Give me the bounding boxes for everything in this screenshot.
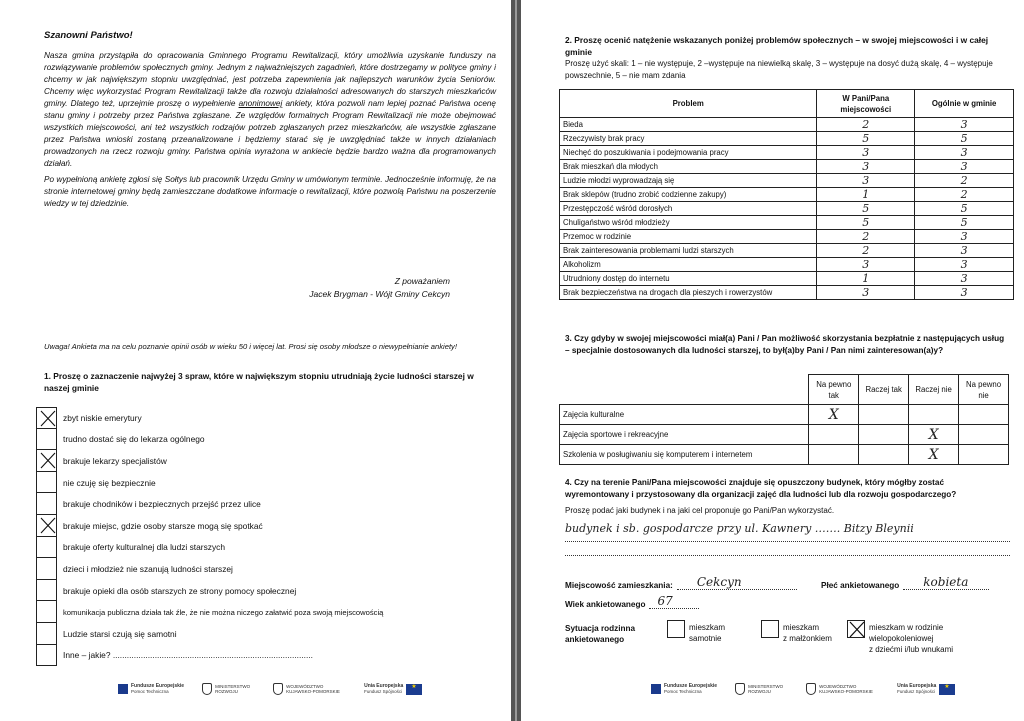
table-row [560,272,1014,286]
question-1-options [36,407,506,666]
q1-option-label: brakuje miejsc, gdzie osoby starsze mogą się spotkać [63,520,263,531]
q1-checkbox[interactable] [36,450,57,472]
logo-ue: Unia Europejska Fundusz Spójności ★ [897,684,955,695]
rating-gmina[interactable]: 5 [915,132,1014,146]
letter-body [44,50,496,214]
rating-gmina[interactable]: 2 [915,174,1014,188]
q3-answer-cell[interactable] [959,405,1009,425]
problem-label: Alkoholizm [560,258,817,272]
logo-fundusze: Fundusze Europejskie Pomoc Techniczna [118,684,184,694]
letter-paragraph-1: Nasza gmina przystąpiła do opracowania Gminnego Programu Rewitalizacji, który umożliwia uzyskanie funduszy na rozwiązywanie problemów społecznych gminy. Jednym z najważniejszych zagadnień, które dostrzegamy w polityce gminy i chcemy w jak największym stopniu uwzględniać, jest potrzeba zapewnienia jak najlepszych warunków życia Seniorów. Chcemy więc wykorzystać Program Rewitalizacji także dla rozwoju działalności adresowanych do starszych mieszkańców gminy. Dlatego też, uprzejmie proszę o wypełnienie anonimowej ankiety, która pozwoli nam lepiej poznać Państwa ocenę stanu gminy i potrzeby przez Państwa zgłaszane. Ze względów formalnych Program Rewitalizacji nie może obejmować wszystkich miejscowości, ani też wszystkich rodzajów potrzeb zgłaszanych przez mieszkańców, ale wszystkie zgłaszane przez Państwa wnioski zostaną przeanalizowane i będziemy starać się je uwzględniać także w innych działaniach prowadzonych na rzecz rozwoju gminy. Państwa opinia wyrażona w ankiecie będzie bardzo ważna dla programowanych działań. [44,51,496,168]
q1-checkbox[interactable] [36,645,57,667]
q1-option[interactable] [36,472,506,494]
q1-option[interactable] [36,601,506,623]
rating-gmina[interactable]: 3 [915,118,1014,132]
q1-option[interactable] [36,407,506,429]
q1-checkbox[interactable] [36,493,57,515]
problem-label: Brak sklepów (trudno zrobić codzienne zakupy) [560,188,817,202]
rating-gmina[interactable]: 2 [915,188,1014,202]
rating-local[interactable]: 3 [817,146,915,160]
table-row [560,174,1014,188]
logo-fundusze: Fundusze Europejskie Pomoc Techniczna [651,684,717,694]
problem-label: Przestępczość wśród dorosłych [560,202,817,216]
rating-gmina[interactable]: 5 [915,202,1014,216]
table-row [560,160,1014,174]
table-row [560,286,1014,300]
rating-local[interactable]: 2 [817,118,915,132]
residence-field: Miejscowość zamieszkania: Cekcyn [565,575,797,590]
rating-local[interactable]: 3 [817,286,915,300]
problem-label: Brak bezpieczeństwa na drogach dla pieszych i rowerzystów [560,286,817,300]
q1-option-label: komunikacja publiczna działa tak źle, że nie można niczego załatwić poza swoją miejscowością [63,607,384,617]
table-row [560,405,1009,425]
header-gmina: Ogólnie w gminie [915,90,1014,118]
q1-checkbox[interactable] [36,472,57,494]
rating-gmina[interactable]: 3 [915,230,1014,244]
eu-flag-icon [939,684,955,695]
question-4-prompt: Proszę podać jaki budynek i na jaki cel proponuje go Pani/Pan wykorzystać. [565,506,835,515]
rating-gmina[interactable]: 3 [915,272,1014,286]
q1-checkbox[interactable] [36,407,57,429]
logo-wojewodztwo: WOJEWÓDZTWO KUJAWSKO-POMORSKIE [806,683,879,695]
question-4-title: 4. Czy na terenie Pani/Pana miejscowości znajduje się opuszczony budynek, który mógłby zostać wyremontowany i przystosowany dla organizacji zajęć dla ludności lub dla rozwoju gospodarczego? [565,478,957,499]
problem-label: Brak zainteresowania problemami ludzi starszych [560,244,817,258]
rating-gmina[interactable]: 3 [915,286,1014,300]
page-divider [511,0,521,721]
rating-local[interactable]: 2 [817,244,915,258]
q1-option-label: dzieci i młodzież nie szanują ludności starszej [63,563,233,574]
q1-checkbox[interactable] [36,558,57,580]
age-value[interactable]: 67 [649,594,699,609]
question-1-title: 1. Proszę o zaznaczenie najwyżej 3 spraw, które w największym stopniu utrudniają życie ludności starszej w naszej gminie [44,371,474,393]
problem-label: Chuligaństwo wśród młodzieży [560,216,817,230]
rating-local[interactable]: 5 [817,202,915,216]
table-row [560,445,1009,465]
q1-option[interactable] [36,537,506,559]
table-row [560,118,1014,132]
age-notice: Uwaga! Ankieta ma na celu poznanie opinii osób w wieku 50 i więcej lat. Prosi się osoby młodsze o niewypełnianie ankiety! [44,342,457,351]
q1-option-label: brakuje chodników i bezpiecznych przejść przez ulice [63,499,261,510]
header-problem: Problem [560,90,817,118]
q3-answer-cell[interactable]: X [809,405,859,425]
region-emblem-icon [806,683,816,695]
q3-answer-cell[interactable] [859,425,909,445]
rating-gmina[interactable]: 5 [915,216,1014,230]
family-option-spouse[interactable]: mieszkam z małżonkiem [761,620,832,644]
table-row [560,230,1014,244]
checkbox-alone[interactable] [667,620,685,638]
greeting: Szanowni Państwo! [44,30,133,41]
q3-answer-cell[interactable] [859,405,909,425]
logo-fe-icon [651,684,661,694]
question-4-answer[interactable]: budynek i sb. gospodarcze przy ul. Kawnery ……. Bitzy Bleynii [565,522,1010,542]
rating-local[interactable]: 3 [817,258,915,272]
rating-local[interactable]: 3 [817,160,915,174]
q3-answer-cell[interactable]: X [909,425,959,445]
table-row [560,132,1014,146]
letter-closing: Z poważaniem Jacek Brygman - Wójt Gminy Cekcyn [250,275,450,301]
checkbox-spouse[interactable] [761,620,779,638]
problem-label: Utrudniony dostęp do internetu [560,272,817,286]
q3-header: Raczej tak [859,375,909,405]
eu-flag-icon [406,684,422,695]
q1-option[interactable] [36,515,506,537]
region-emblem-icon [273,683,283,695]
q1-option[interactable] [36,623,506,645]
q3-header: Na pewno nie [959,375,1009,405]
rating-gmina[interactable]: 3 [915,146,1014,160]
question-3-title: 3. Czy gdyby w swojej miejscowości miał(a) Pani / Pan możliwość skorzystania bezpłatnie z następujących usług – specjalnie dostosowanych dla ludności starszej, to był(a)by Pani / Pan nimi zainteresowan(a)y? [565,334,1005,355]
question-3-table [559,374,1009,465]
question-4-answer-line [565,554,1010,556]
q1-checkbox[interactable] [36,429,57,451]
q1-checkbox[interactable] [36,623,57,645]
q3-answer-cell[interactable] [809,425,859,445]
problem-label: Niechęć do poszukiwania i podejmowania pracy [560,146,817,160]
q1-checkbox[interactable] [36,580,57,602]
age-field: Wiek ankietowanego 67 [565,594,699,609]
q1-option[interactable] [36,558,506,580]
q1-option-label: brakuje lekarzy specjalistów [63,455,167,466]
q3-header: Raczej nie [909,375,959,405]
gender-value[interactable]: kobieta [903,575,989,590]
q1-option[interactable] [36,580,506,602]
service-label: Szkolenia w posługiwaniu się komputerem i internetem [560,445,809,465]
problem-label: Rzeczywisty brak pracy [560,132,817,146]
x-mark-icon [40,452,56,469]
gender-field: Płeć ankietowanego kobieta [821,575,989,590]
q1-option-label: trudno dostać się do lekarza ogólnego [63,434,205,445]
table-row [560,258,1014,272]
table-row [560,425,1009,445]
q1-checkbox[interactable] [36,537,57,559]
family-option-multigen[interactable]: mieszkam w rodzinie wielopokoleniowej z dziećmi i/lub wnukami [847,620,953,655]
q3-answer-cell[interactable] [909,405,959,425]
checkbox-multigen[interactable] [847,620,865,638]
residence-value[interactable]: Cekcyn [677,575,797,590]
x-mark-icon [40,410,56,427]
q3-answer-cell[interactable] [959,425,1009,445]
problem-label: Brak mieszkań dla młodych [560,160,817,174]
problem-label: Bieda [560,118,817,132]
q1-option[interactable] [36,493,506,515]
question-2-scale: Proszę użyć skali: 1 – nie występuje, 2 –występuje na niewielką skalę, 3 – występuje na dosyć dużą skalę, 4 – występuje powszechnie, 5 – nie mam zdania [565,59,993,80]
footer-logos [118,683,422,695]
q1-option-label: zbyt niskie emerytury [63,412,142,423]
x-mark-icon [849,621,865,638]
rating-gmina[interactable]: 3 [915,258,1014,272]
letter-paragraph-2: Po wypełnioną ankietę zgłosi się Sołtys lub pracownik Urzędu Gminy w umówionym terminie. Jednocześnie informuję, że na stronie internetowej gminy będą zamieszczane dodatkowe informacje o rewitalizacji, które pozwolą Państwu na poszerzenie wiedzy w tej dziedzinie. [44,175,496,208]
rating-local[interactable]: 1 [817,188,915,202]
service-label: Zajęcia kulturalne [560,405,809,425]
logo-wojewodztwo: WOJEWÓDZTWO KUJAWSKO-POMORSKIE [273,683,346,695]
table-row [560,146,1014,160]
survey-page-right [521,0,1024,721]
rating-local[interactable]: 2 [817,230,915,244]
problem-label: Ludzie młodzi wyprowadzają się [560,174,817,188]
table-row [560,244,1014,258]
q1-option[interactable] [36,450,506,472]
table-row [560,216,1014,230]
q3-header: Na pewno tak [809,375,859,405]
rating-local[interactable]: 3 [817,174,915,188]
q1-option-label: nie czuję się bezpiecznie [63,477,156,488]
rating-gmina[interactable]: 3 [915,244,1014,258]
logo-ue: Unia Europejska Fundusz Spójności ★ [364,684,422,695]
table-row [560,188,1014,202]
logo-fe-icon [118,684,128,694]
rating-local[interactable]: 5 [817,216,915,230]
q1-checkbox[interactable] [36,601,57,623]
q3-answer-cell[interactable]: X [909,445,959,465]
eagle-emblem-icon [735,683,745,695]
q1-option-label: Inne – jakie? ...................................................................................... [63,650,313,661]
rating-gmina[interactable]: 3 [915,160,1014,174]
q3-answer-cell[interactable] [959,445,1009,465]
table-row [560,202,1014,216]
q1-option-label: brakuje opieki dla osób starszych ze strony pomocy społecznej [63,585,297,596]
signature: Jacek Brygman - Wójt Gminy Cekcyn [309,289,450,299]
logo-ministerstwo: MINISTERSTWO ROZWOJU [735,683,788,695]
logo-ministerstwo: MINISTERSTWO ROZWOJU [202,683,255,695]
service-label: Zajęcia sportowe i rekreacyjne [560,425,809,445]
x-mark-icon [40,517,56,534]
q1-option-label: Ludzie starsi czują się samotni [63,628,177,639]
q3-answer-cell[interactable] [809,445,859,465]
family-option-alone[interactable]: mieszkam samotnie [667,620,725,644]
q3-answer-cell[interactable] [859,445,909,465]
footer-logos-right [651,683,955,695]
q1-checkbox[interactable] [36,515,57,537]
rating-local[interactable]: 1 [817,272,915,286]
header-local: W Pani/Pana miejscowości [817,90,915,118]
survey-page-left [0,0,511,721]
q1-option-label: brakuje oferty kulturalnej dla ludzi starszych [63,542,225,553]
question-2-table [559,89,1014,300]
rating-local[interactable]: 5 [817,132,915,146]
q1-option[interactable] [36,645,506,667]
question-2-title: 2. Proszę ocenić natężenie wskazanych poniżej problemów społecznych – w swojej miejscowości i w całej gminie [565,35,989,57]
problem-label: Przemoc w rodzinie [560,230,817,244]
family-situation-label: Sytuacja rodzinna ankietowanego [565,624,636,644]
q1-option[interactable] [36,429,506,451]
eagle-emblem-icon [202,683,212,695]
